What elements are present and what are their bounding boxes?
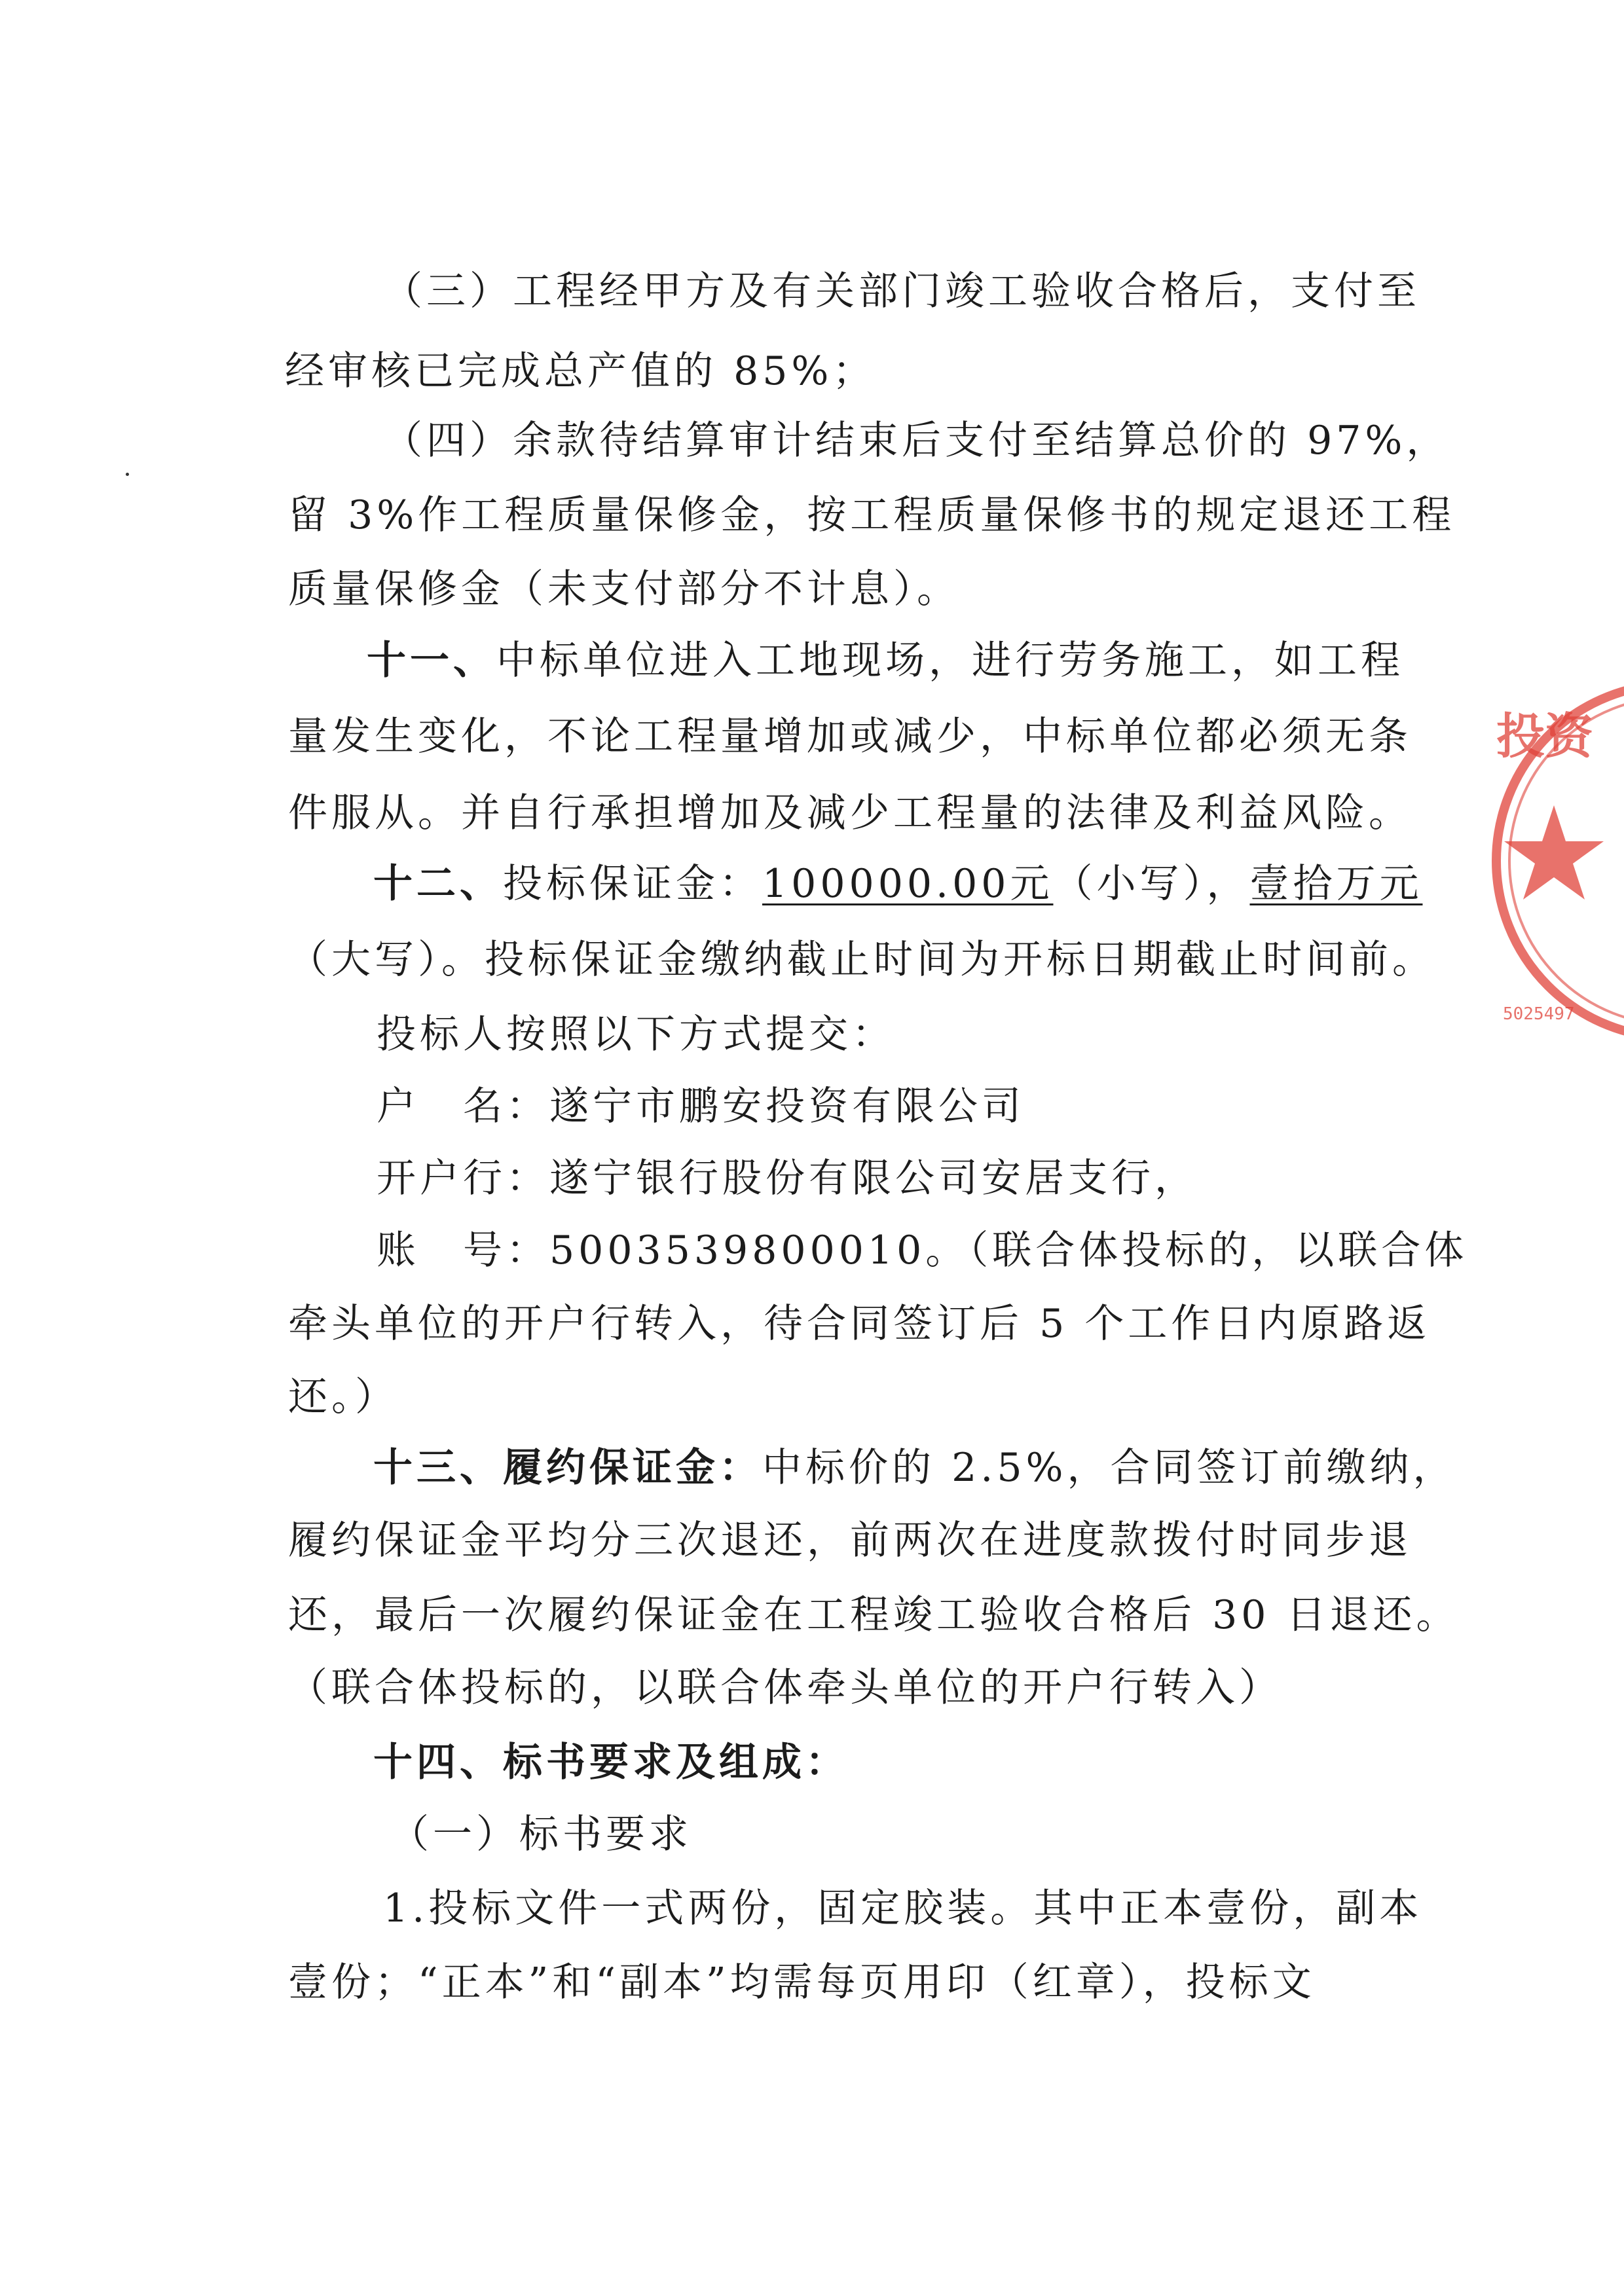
section-11-line-1 — [367, 638, 1404, 683]
account-number: 账 号：5003539800010。（联合体投标的，以联合体 — [377, 1228, 1468, 1273]
account-bank: 开户行：遂宁银行股份有限公司安居支行， — [377, 1156, 1198, 1201]
section-13-line-3: 还，最后一次履约保证金在工程竣工验收合格后 30 日退还。 — [288, 1592, 1460, 1638]
para-3-line-1: （三）工程经甲方及有关部门竣工验收合格后，支付至 — [383, 268, 1420, 314]
subsection-1-heading: （一）标书要求 — [390, 1812, 692, 1857]
section-11-line-2: 量发生变化，不论工程量增加或减少，中标单位都必须无条 — [288, 714, 1412, 759]
section-12-heading: 十二、 — [373, 861, 503, 907]
bid-bond-figures-note: （小写）， — [1053, 861, 1250, 907]
section-12-line-2: （大写）。投标保证金缴纳截止时间为开标日期截止时间前。 — [288, 937, 1435, 983]
para-4-line-1: （四）余款待结算审计结束后支付至结算总价的 97%， — [383, 418, 1450, 464]
section-11-heading: 十一、 — [367, 638, 496, 683]
payment-intro: 投标人按照以下方式提交： — [377, 1011, 895, 1057]
para-4-line-3: 质量保修金（未支付部分不计息）。 — [288, 566, 960, 612]
section-13-line-4: （联合体投标的，以联合体牵头单位的开户行转入） — [288, 1665, 1282, 1711]
seal-star-icon — [1504, 805, 1604, 900]
svg-text:5025497: 5025497 — [1503, 1004, 1575, 1024]
section-11-line-3: 件服从。并自行承担增加及减少工程量的法律及利益风险。 — [288, 790, 1412, 836]
svg-text:投资: 投资 — [1496, 708, 1593, 765]
section-12-label: 投标保证金： — [503, 861, 762, 907]
para-3-line-2: 经审核已完成总产值的 85%； — [285, 348, 876, 394]
account-note-line-2: 牵头单位的开户行转入，待合同签订后 5 个工作日内原路返 — [288, 1301, 1431, 1347]
account-name: 户 名：遂宁市鹏安投资有限公司 — [377, 1084, 1025, 1129]
item-1-line-2: 壹份；“正本”和“副本”均需每页用印（红章），投标文 — [288, 1959, 1316, 2005]
account-note-line-3: 还。） — [288, 1374, 398, 1420]
bid-bond-amount-figures: 100000.00元 — [762, 861, 1054, 907]
section-14-heading: 十四、标书要求及组成： — [373, 1740, 849, 1785]
scan-speck — [126, 473, 129, 476]
section-13-line-2: 履约保证金平均分三次退还，前两次在进度款拨付时同步退 — [288, 1518, 1412, 1563]
para-4-line-2: 留 3%作工程质量保修金，按工程质量保修书的规定退还工程 — [288, 492, 1456, 538]
section-13-line-1 — [373, 1445, 1456, 1491]
item-1-line-1: 1.投标文件一式两份，固定胶装。其中正本壹份，副本 — [383, 1886, 1423, 1931]
section-12-line-1 — [373, 861, 1423, 907]
section-11-text: 中标单位进入工地现场，进行劳务施工，如工程 — [496, 638, 1404, 683]
company-seal — [1477, 665, 1624, 1057]
section-13-heading: 十三、履约保证金： — [373, 1445, 762, 1491]
bid-bond-amount-words: 壹拾万元 — [1249, 861, 1423, 907]
section-13-text: 中标价的 2.5%，合同签订前缴纳， — [762, 1445, 1456, 1491]
